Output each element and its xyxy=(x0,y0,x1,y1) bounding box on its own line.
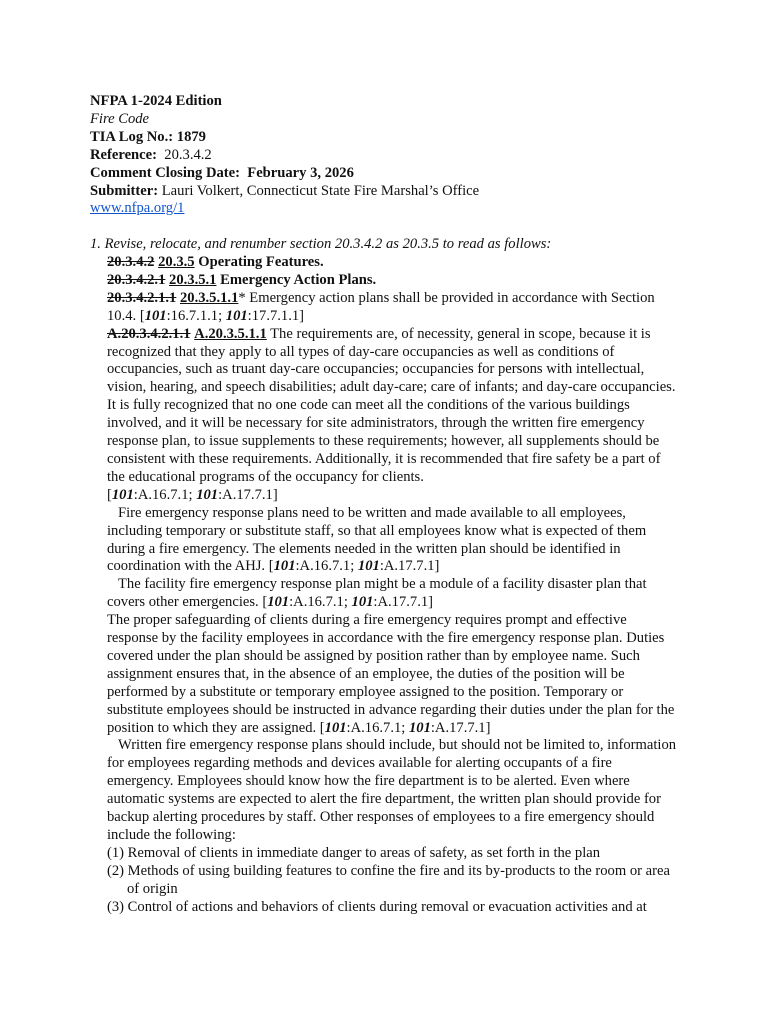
section-operating-features xyxy=(107,254,679,272)
revision-instruction: 1. Revise, relocate, and renumber section 20.3.4.2 as 20.3.5 to read as follows: xyxy=(90,236,552,252)
ref-code: 101 xyxy=(273,558,296,575)
closing-value: February 3, 2026 xyxy=(247,164,354,181)
paragraph-written-plans xyxy=(107,505,679,577)
tia-log-line xyxy=(90,129,479,147)
ref-code: 101 xyxy=(111,486,134,503)
ref-code: 101 xyxy=(225,307,248,324)
tia-label: TIA Log No.: xyxy=(90,128,174,145)
paragraph-facility-plan xyxy=(107,576,679,612)
paragraph-text: The facility fire emergency response plan might be a module of a facility disaster plan that covers other emergencies. [ xyxy=(107,576,647,611)
deleted-number: 20.3.4.2.1.1 xyxy=(107,289,177,306)
ref-code: 101 xyxy=(351,594,374,611)
ref-code: 101 xyxy=(408,719,431,736)
ref-text: :A.16.7.1; xyxy=(346,719,409,736)
closing-date-line xyxy=(90,165,479,183)
ref-text: :A.16.7.1; xyxy=(295,558,358,575)
inserted-number: 20.3.5 xyxy=(158,254,195,270)
section-title: Operating Features. xyxy=(198,254,324,270)
ref-code: 101 xyxy=(357,558,380,575)
ref-code: 101 xyxy=(324,719,347,736)
ref-open: [ xyxy=(107,486,112,503)
reference-value: 20.3.4.2 xyxy=(164,146,212,163)
ref-text: :16.7.1.1; xyxy=(166,307,226,324)
list-item: (2) Methods of using building features to confine the fire and its by-products to the room or area of origin xyxy=(107,862,670,897)
submitter-value: Lauri Volkert, Connecticut State Fire Marshal’s Office xyxy=(161,182,480,199)
ref-code: 101 xyxy=(144,307,167,324)
ref-code: 101 xyxy=(267,594,290,611)
closing-label: Comment Closing Date: xyxy=(90,164,240,181)
edition-line: NFPA 1-2024 Edition xyxy=(90,93,222,109)
reference-line xyxy=(90,147,479,165)
ref-text: :A.17.7.1] xyxy=(430,719,491,736)
code-name: Fire Code xyxy=(90,110,150,127)
tia-value: 1879 xyxy=(176,128,206,145)
tia-header xyxy=(90,93,479,218)
inserted-number: A.20.3.5.1.1 xyxy=(194,325,267,342)
ref-code: 101 xyxy=(196,486,219,503)
ref-text: :17.7.1.1] xyxy=(247,307,305,324)
section-emergency-action-plans xyxy=(107,272,679,290)
deleted-number: 20.3.4.2 xyxy=(107,254,155,270)
annex-text: The requirements are, of necessity, general in scope, because it is recognized that they apply to all types of day-care occupancies as well as conditions of occupancies, such as truant day-care occupancies; occupancies for persons with intellectual, vision, hearing, and speech disabilities; adult day-care; care of infants; and day-care occupancies. It is fully recognized that no one code can meet all the conditions of the various buildings involved, and it will be necessary for site administrators, through the written fire emergency response plan, to issue supplements to these requirements; however, all supplements should be consistent with these requirements. Additionally, it is recommended that fire safety be a part of the educational programs of the occupancy for clients. xyxy=(107,325,676,485)
ref-text: :A.17.7.1] xyxy=(373,594,434,611)
submitter-label: Submitter: xyxy=(90,182,159,199)
paragraph-text: The proper safeguarding of clients during a fire emergency requires prompt and effective response by the facility employees in accordance with the fire emergency response plan. Duties covered under the plan should be assigned by position rather than by employee name. Such assignment ensures that, in the absence of an employee, the duties of the position will be performed by a substitute or temporary employee assigned to the position. Temporary or substitute employees should be instructed in advance regarding their duties under the plan for the position to which they are assigned. [ xyxy=(107,612,675,736)
section-requirement xyxy=(107,290,679,326)
inserted-number: 20.3.5.1.1 xyxy=(179,289,239,306)
list-item: (3) Control of actions and behaviors of clients during removal or evacuation activities and at xyxy=(107,898,647,915)
submitter-line xyxy=(90,183,479,201)
inserted-number: 20.3.5.1 xyxy=(169,271,217,288)
ref-text: :A.17.7.1] xyxy=(379,558,440,575)
section-title: Emergency Action Plans. xyxy=(220,271,377,288)
requirement-text: * Emergency action plans shall be provided in accordance with Section 10.4. [ xyxy=(107,289,655,324)
paragraph-safeguarding xyxy=(107,612,679,737)
deleted-number: A.20.3.4.2.1.1 xyxy=(107,325,191,342)
paragraph-text: Fire emergency response plans need to be written and made available to all employees, including temporary or substitute staff, so that all employees know what is expected of them during a fire emergency. The elements needed in the written plan should be identified in coordination with the AHJ. [ xyxy=(107,504,647,575)
paragraph-plan-contents: Written fire emergency response plans should include, but should not be limited to, information for employees regarding methods and devices available for alerting occupants of a fire emergency. Employees should know how the fire department is to be alerted. Even where automatic systems are expected to alert the fire department, the written plan should provide for backup alerting procedures by staff. Other responses of employees to a fire emergency should include the following: xyxy=(107,737,677,843)
reference-label: Reference: xyxy=(90,146,157,163)
list-item: (1) Removal of clients in immediate danger to areas of safety, as set forth in the plan xyxy=(107,844,601,861)
ref-text: :A.17.7.1] xyxy=(218,486,278,503)
ref-text: :A.16.7.1; xyxy=(289,594,352,611)
deleted-number: 20.3.4.2.1 xyxy=(107,271,166,288)
revised-text xyxy=(107,254,679,917)
annex-paragraph xyxy=(107,326,679,505)
nfpa-link[interactable]: www.nfpa.org/1 xyxy=(90,200,185,217)
ref-text: :A.16.7.1; xyxy=(133,486,197,503)
